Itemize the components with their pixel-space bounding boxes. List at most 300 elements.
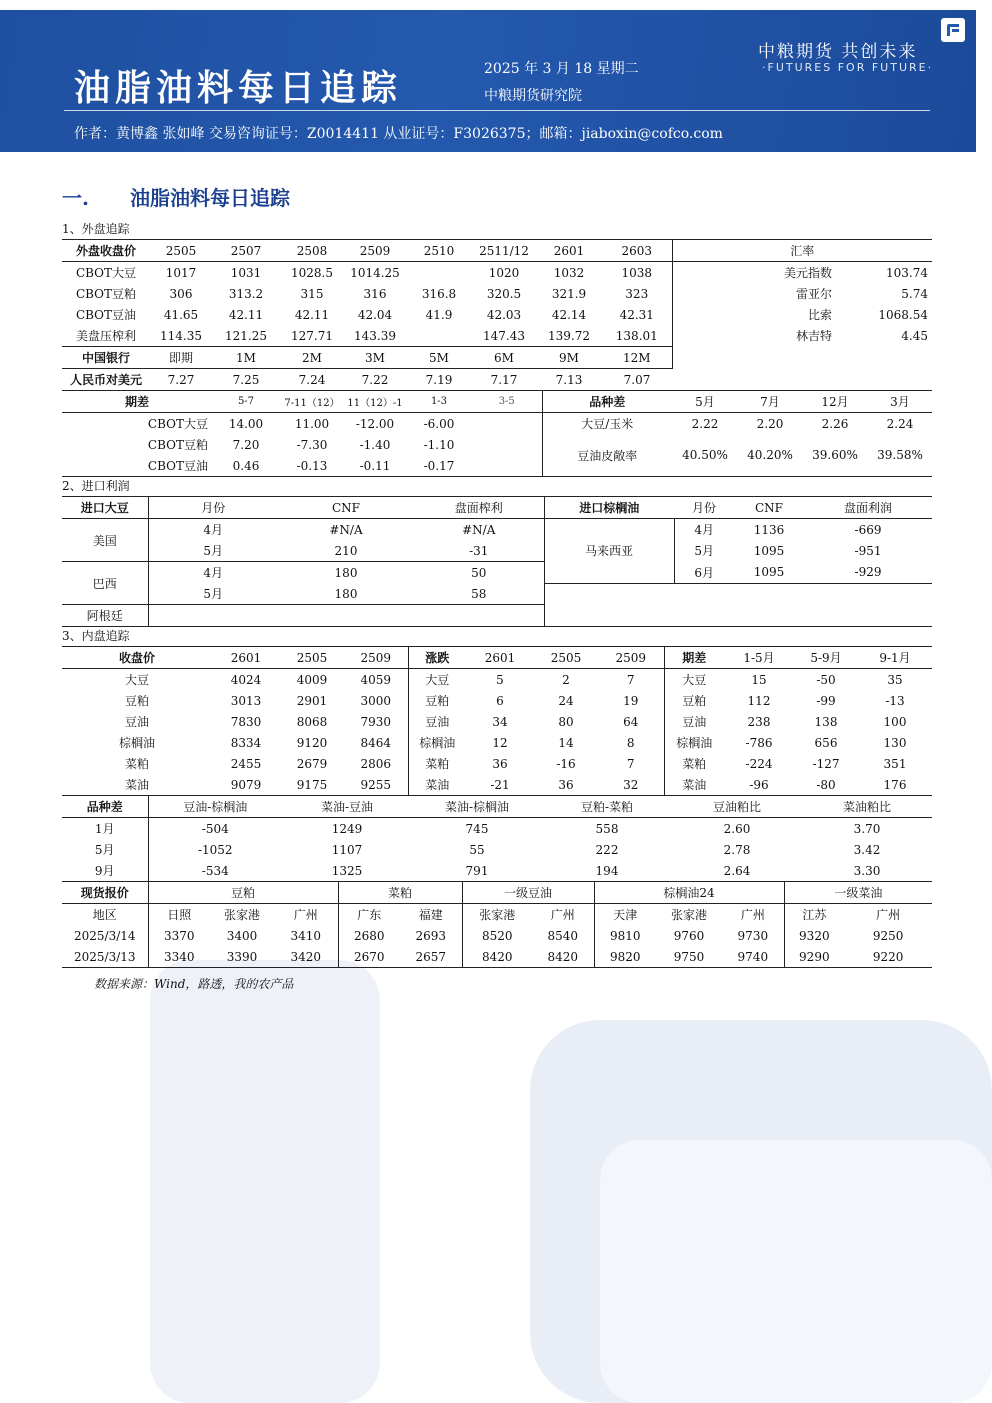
empty-cell: [734, 583, 804, 605]
table-row: [62, 369, 932, 391]
cell: 35: [887, 672, 903, 687]
header-cell: 豆油粕比: [672, 796, 802, 818]
cell: 42.11: [294, 307, 330, 322]
cell: 4059: [360, 672, 392, 687]
cell: 2.22: [691, 416, 719, 431]
header-cell: 外盘收盘价: [62, 240, 150, 262]
cell: 6月: [674, 562, 734, 584]
table-row: [62, 283, 932, 304]
cell: 42.03: [486, 307, 522, 322]
spot-header-row: [62, 882, 932, 904]
cell: 2.26: [821, 416, 849, 431]
empty-cell: [804, 583, 932, 605]
cell: -0.13: [296, 458, 328, 473]
section-number: 一.: [62, 186, 89, 210]
header-cell: 广东: [338, 904, 400, 926]
cell: 14.00: [228, 416, 264, 431]
variety-spread-table: [62, 796, 932, 882]
header-cell: 进口棕榈油: [544, 497, 674, 519]
fx-label: 林吉特: [672, 325, 836, 347]
cell: 41.9: [425, 307, 453, 322]
cell: -13: [885, 693, 905, 708]
empty-cell: [148, 605, 278, 627]
cell: -1052: [148, 839, 282, 860]
cell: 306: [169, 286, 193, 301]
cell: 147.43: [472, 325, 536, 347]
cell: 9820: [594, 946, 656, 968]
table-row: [62, 818, 932, 840]
cell: 1032: [553, 265, 585, 280]
cell: 8068: [296, 714, 328, 729]
cell: 138.01: [602, 325, 672, 347]
cell: 2806: [360, 756, 392, 771]
cell: 1038: [621, 265, 653, 280]
row-label: 人民币对美元: [62, 369, 150, 391]
cell: 2693: [415, 928, 447, 943]
cell: 4月: [674, 519, 734, 541]
cell: 32: [598, 774, 664, 796]
cell: 558: [595, 821, 619, 836]
import-header-row: [62, 497, 932, 519]
table-row: [62, 690, 932, 711]
cell: 3.70: [853, 821, 881, 836]
cell: 7.17: [472, 369, 536, 391]
header-cell: 2511/12: [472, 240, 536, 262]
fx-label: 比索: [672, 304, 836, 325]
cell: [472, 455, 542, 476]
header-cell: CNF: [734, 497, 804, 519]
row-label: 豆粕: [124, 694, 149, 708]
cell: 58: [414, 583, 544, 605]
cell: 12: [492, 735, 508, 750]
header-cell: 菜粕: [338, 882, 462, 904]
cell: 127.71: [280, 325, 344, 347]
cell: 9250: [872, 928, 904, 943]
header-cell: 5-7: [212, 391, 280, 413]
table-row: [62, 413, 932, 435]
row-label: 菜油: [408, 774, 466, 796]
cell: 9750: [656, 946, 722, 968]
header-cell: 1-3: [406, 391, 472, 413]
empty-cell: [414, 605, 544, 627]
row-label: 大豆: [664, 669, 724, 691]
header-cell: 2505: [150, 240, 212, 262]
cell: 15: [751, 672, 767, 687]
row-label: 棕榈油: [664, 732, 724, 753]
domestic-header-row: [62, 647, 932, 669]
header-cell: 5-9月: [794, 647, 858, 669]
row-label: 马来西亚: [544, 519, 674, 584]
empty-cell: [674, 583, 734, 605]
table-row: [62, 605, 932, 627]
cell: -127: [812, 756, 840, 771]
cell: 3410: [290, 928, 322, 943]
row-label: 菜粕: [408, 753, 466, 774]
cell: 139.72: [536, 325, 602, 347]
cell: 143.39: [344, 325, 406, 347]
cell: 176: [858, 774, 932, 796]
cell: 316.8: [421, 286, 457, 301]
header-cell: 期差: [664, 647, 724, 669]
cell: 7: [626, 672, 635, 687]
cell: 8420: [532, 946, 594, 968]
cofco-logo-icon: [941, 18, 965, 42]
header-cell: 2603: [602, 240, 672, 262]
header-cell: CNF: [278, 497, 414, 519]
cell: 41.65: [163, 307, 199, 322]
header-cell: 3月: [868, 391, 932, 413]
fx-value: 5.74: [901, 286, 929, 301]
cell: 7: [626, 756, 635, 771]
header-cell: 盘面榨利: [414, 497, 544, 519]
header-cell: 2509: [598, 647, 664, 669]
cell: -929: [804, 562, 932, 584]
header-cell: 地区: [92, 908, 117, 922]
overseas-header-row: [62, 240, 932, 262]
header-cell: 菜油粕比: [802, 796, 932, 818]
header-cell: 广州: [293, 908, 318, 922]
cell: 8: [626, 735, 635, 750]
header-cell: 品种差: [62, 796, 148, 818]
cell: -96: [724, 774, 794, 796]
cell: 316: [363, 286, 387, 301]
cell: 180: [334, 565, 358, 580]
cell: 3013: [230, 693, 262, 708]
brand-slogan: ·FUTURES FOR FUTURE·: [762, 61, 934, 74]
cell: 222: [595, 842, 619, 857]
header-cell: 2505: [534, 647, 598, 669]
header-cell: 中国银行: [62, 347, 150, 369]
domestic-heading: 3、内盘追踪: [62, 627, 932, 647]
cell: 130: [883, 735, 907, 750]
cell: 34: [492, 714, 508, 729]
cell: 64: [623, 714, 639, 729]
cell: -31: [414, 540, 544, 562]
row-label: 2025/3/14: [73, 928, 136, 943]
cell: 3000: [360, 693, 392, 708]
header-cell: 豆粕-菜粕: [542, 796, 672, 818]
cell: 6: [496, 693, 504, 708]
table-row: [62, 325, 932, 347]
cell: 9120: [296, 735, 328, 750]
cell: 3.42: [853, 842, 881, 857]
cell: 8464: [360, 735, 392, 750]
cell: 9220: [844, 946, 932, 968]
header-cell: 品种差: [542, 391, 672, 413]
cell: 5月: [148, 583, 278, 605]
header-cell: 9-1月: [858, 647, 932, 669]
cell: 1136: [753, 522, 785, 537]
cell: 9320: [784, 925, 844, 946]
header-cell: 1M: [212, 347, 280, 369]
cell: 14: [558, 735, 574, 750]
cell: 7.20: [232, 437, 260, 452]
header-cell: 收盘价: [62, 647, 212, 669]
cell: 1020: [488, 265, 520, 280]
table-row: [62, 860, 932, 882]
header-cell: 张家港: [223, 908, 260, 922]
cell: 4月: [148, 562, 278, 584]
cell: 2.64: [672, 860, 802, 882]
cell: 2680: [338, 925, 400, 946]
row-label: 菜粕: [124, 757, 149, 771]
report-title: 油脂油料每日追踪: [74, 67, 403, 109]
cell: 2670: [338, 946, 400, 968]
cell: -0.17: [423, 458, 455, 473]
cell: #N/A: [462, 522, 496, 537]
table-row: [62, 753, 932, 774]
cell: 9810: [594, 925, 656, 946]
cell: 2455: [230, 756, 262, 771]
fx-value: 4.45: [901, 328, 929, 343]
header-cell: 一级菜油: [784, 882, 932, 904]
cell: 50: [471, 565, 487, 580]
table-row: [62, 434, 932, 455]
header-cell: 2601: [466, 647, 534, 669]
spread-header-row: [62, 391, 932, 413]
cell: 2: [562, 672, 570, 687]
cell: [406, 262, 472, 284]
cell: [472, 413, 542, 435]
header-cell: 菜油-豆油: [282, 796, 412, 818]
fx-label: 美元指数: [672, 262, 836, 284]
fx-header: 汇率: [672, 240, 932, 262]
cell: 1031: [230, 265, 262, 280]
author-info: 作者：黄博鑫 张如峰 交易咨询证号：Z0014411 从业证号：F3026375；邮箱：jiaboxin@cofco.com: [74, 126, 723, 142]
cell: 656: [814, 735, 838, 750]
header-cell: 进口大豆: [62, 497, 148, 519]
cell: 36: [492, 756, 508, 771]
row-label: 豆粕: [664, 690, 724, 711]
cell: 39.60%: [812, 448, 858, 462]
cell: 9255: [344, 774, 408, 796]
cell: 321.9: [551, 286, 587, 301]
row-label: CBOT豆粕: [75, 287, 137, 301]
row-label: 菜油: [62, 774, 212, 796]
row-label: 豆油皮敞率: [542, 434, 672, 476]
cell: 39.58%: [877, 448, 923, 462]
row-label: 棕榈油: [408, 732, 466, 753]
cell: 1107: [331, 842, 363, 857]
cell: 9079: [212, 774, 280, 796]
empty-cell: [544, 605, 674, 627]
header-cell: 11（12）-1: [344, 391, 406, 413]
table-row: [62, 562, 932, 584]
header-cell: 月份: [674, 497, 734, 519]
cell: 42.31: [619, 307, 654, 322]
cell: 8540: [547, 928, 579, 943]
row-label: 菜油: [664, 774, 724, 796]
header-cell: 12M: [602, 347, 672, 369]
cell: 1014.25: [350, 265, 400, 280]
header-cell: 2509: [344, 647, 408, 669]
cell: 1249: [331, 821, 363, 836]
import-table: [62, 497, 932, 627]
cell: 2.60: [723, 821, 751, 836]
header-cell: 2507: [212, 240, 280, 262]
cell: 313.2: [228, 286, 264, 301]
cell: 112: [747, 693, 771, 708]
cell: -50: [816, 672, 836, 687]
row-label: CBOT豆油: [147, 459, 208, 473]
cell: 100: [883, 714, 907, 729]
cell: 121.25: [212, 325, 280, 347]
empty-cell: [672, 347, 836, 369]
cell: 3400: [226, 928, 258, 943]
cell: 3.30: [802, 860, 932, 882]
cell: 351: [883, 756, 907, 771]
cell: 745: [465, 821, 489, 836]
table-row: [62, 839, 932, 860]
report-content: [62, 220, 932, 992]
cell: 791: [412, 860, 542, 882]
empty-cell: [734, 605, 804, 627]
cell: -80: [794, 774, 858, 796]
cell: [472, 434, 542, 455]
fx-value: 1068.54: [878, 307, 929, 322]
header-cell: 盘面利润: [804, 497, 932, 519]
cell: -951: [854, 543, 882, 558]
cell: 55: [469, 842, 485, 857]
cell: 9740: [722, 946, 784, 968]
cell: 3390: [210, 946, 274, 968]
report-header: [0, 10, 976, 152]
cell: 36: [534, 774, 598, 796]
header-cell: 张家港: [671, 908, 708, 922]
empty-cell: [836, 347, 932, 369]
cell: 210: [278, 540, 414, 562]
header-cell: 张家港: [462, 904, 532, 926]
header-cell: 广州: [876, 908, 901, 922]
cell: 4月: [148, 519, 278, 541]
table-row: [62, 583, 932, 605]
cell: -534: [148, 860, 282, 882]
report-date: 2025 年 3 月 18 星期二: [484, 61, 639, 77]
cell: 7830: [230, 714, 262, 729]
cell: 0.46: [232, 458, 260, 473]
cell: 5月: [674, 540, 734, 562]
cell: -224: [745, 756, 773, 771]
cell: 9760: [673, 928, 705, 943]
cell: 323: [625, 286, 649, 301]
header-cell: 福建: [418, 908, 443, 922]
cell: 7.27: [150, 369, 212, 391]
cell: 320.5: [486, 286, 522, 301]
header-cell: 2509: [344, 240, 406, 262]
cell: 5: [496, 672, 504, 687]
header-divider: [64, 110, 930, 111]
cell: 7.13: [536, 369, 602, 391]
cell: 9290: [784, 946, 844, 968]
header-cell: 涨跌: [408, 647, 466, 669]
header-cell: 月份: [148, 497, 278, 519]
header-cell: 天津: [594, 904, 656, 926]
header-cell: 5月: [672, 391, 738, 413]
cell: 2.20: [756, 416, 784, 431]
table-row: [62, 262, 932, 284]
section-heading: [62, 182, 290, 211]
cell: 24: [558, 693, 574, 708]
header-cell: 3-5: [472, 391, 542, 413]
cell: 9175: [280, 774, 344, 796]
empty-cell: [674, 605, 734, 627]
header-cell: 9M: [536, 347, 602, 369]
cell: -6.00: [423, 416, 455, 431]
header-cell: 2601: [536, 240, 602, 262]
cell: 8420: [462, 946, 532, 968]
cell: 1095: [734, 562, 804, 584]
cell: 7.24: [280, 369, 344, 391]
header-cell: 7-11（12）: [280, 391, 344, 413]
header-cell: 一级豆油: [462, 882, 594, 904]
cell: 194: [542, 860, 672, 882]
header-cell: 6M: [472, 347, 536, 369]
header-cell: 7月: [738, 391, 802, 413]
header-cell: 期差: [62, 391, 212, 413]
empty-cell: [544, 583, 674, 605]
header-cell: 豆油-棕榈油: [148, 796, 282, 818]
cell: 7.22: [344, 369, 406, 391]
cell: -1.40: [359, 437, 391, 452]
table-row: [62, 540, 932, 562]
cell: #N/A: [329, 522, 363, 537]
domestic-table: [62, 647, 932, 796]
cell: -12.00: [355, 416, 395, 431]
variety-header-row: [62, 796, 932, 818]
cell: -16: [556, 756, 576, 771]
cell: 7.07: [602, 369, 672, 391]
header-cell: 现货报价: [62, 882, 148, 904]
cell: 4024: [230, 672, 262, 687]
cell: 7930: [360, 714, 392, 729]
cell: 138: [814, 714, 838, 729]
boc-header-row: [62, 347, 932, 369]
row-label: CBOT大豆: [75, 266, 137, 280]
cell: 1325: [282, 860, 412, 882]
spread-table: [62, 391, 932, 476]
row-label: 美盘压榨利: [62, 325, 150, 347]
header-cell: 3M: [344, 347, 406, 369]
cell: -99: [816, 693, 836, 708]
row-label: 阿根廷: [62, 605, 148, 627]
row-label: 菜粕: [664, 753, 724, 774]
header-cell: 菜油-棕榈油: [412, 796, 542, 818]
cell: -0.11: [359, 458, 391, 473]
cell: 1095: [753, 543, 785, 558]
table-row: [62, 711, 932, 732]
header-cell: 广州: [550, 908, 575, 922]
section-title-text: 油脂油料每日追踪: [130, 186, 290, 210]
cell: 80: [558, 714, 574, 729]
data-source: 数据来源：Wind，路透，我的农产品: [94, 977, 294, 991]
cell: 3420: [274, 946, 338, 968]
spot-subheader-row: [62, 904, 932, 926]
cell: 315: [300, 286, 324, 301]
table-row: [62, 669, 932, 691]
row-label: 大豆/玉米: [542, 413, 672, 435]
cell: 2901: [296, 693, 328, 708]
header-cell: 12月: [802, 391, 868, 413]
header-cell: 广州: [740, 908, 765, 922]
row-label: 9月: [62, 860, 148, 882]
fx-label: 雷亚尔: [672, 283, 836, 304]
cell: 11.00: [294, 416, 330, 431]
row-label: 棕榈油: [118, 736, 155, 750]
cell: 7.19: [406, 369, 472, 391]
spot-price-table: [62, 882, 932, 968]
overseas-heading: 1、外盘追踪: [62, 220, 932, 240]
import-heading: 2、进口利润: [62, 476, 932, 497]
